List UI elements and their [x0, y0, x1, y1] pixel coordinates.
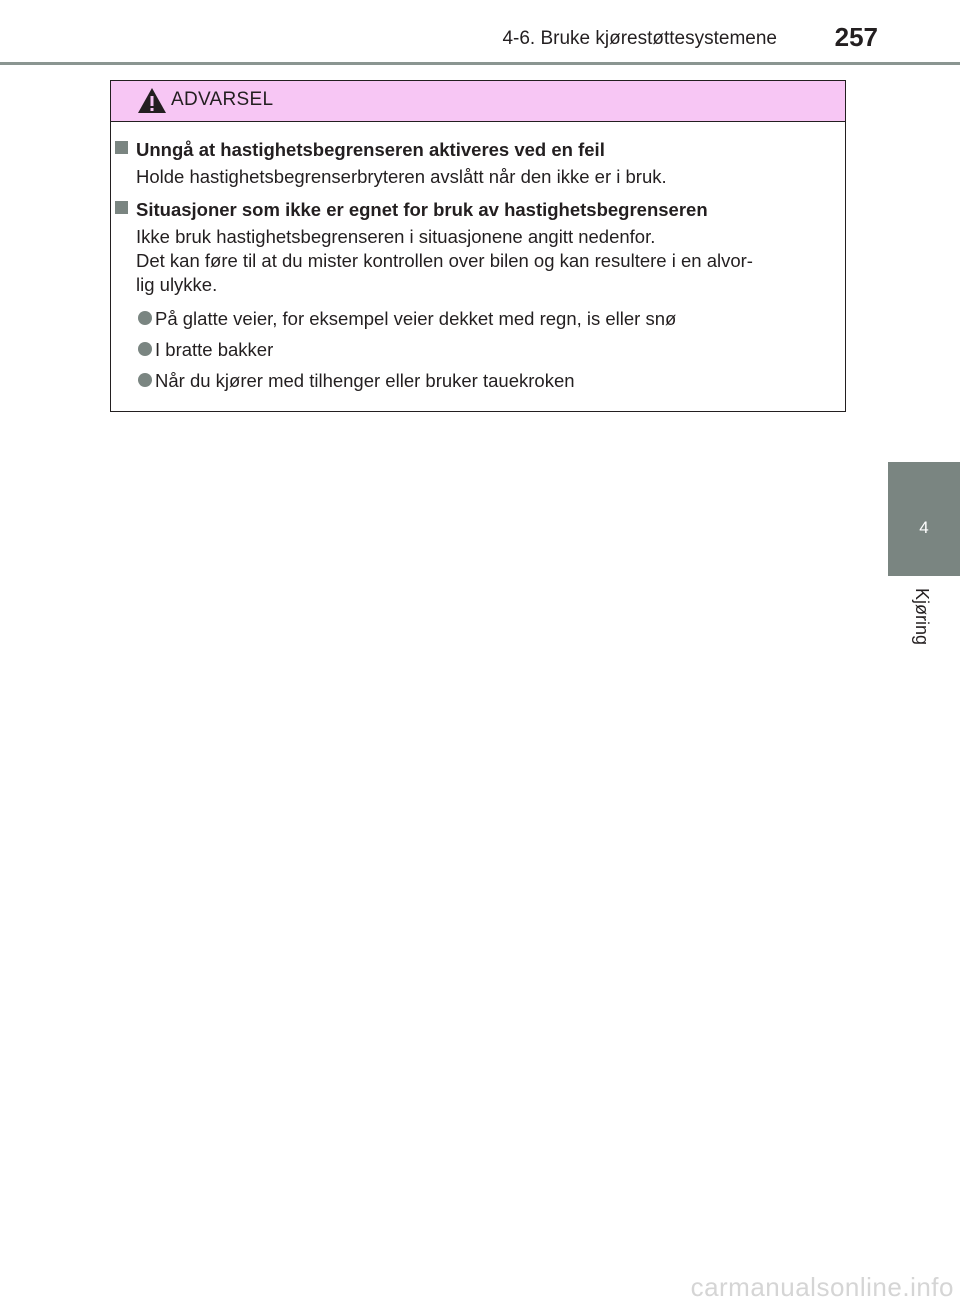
round-bullet-icon: [138, 342, 152, 356]
square-bullet-icon: [115, 201, 128, 214]
list-item-text: På glatte veier, for eksempel veier dekket med regn, is eller snø: [155, 308, 677, 329]
warning-topic: [111, 137, 845, 189]
list-item: [111, 338, 845, 362]
list-item: [111, 369, 845, 393]
warning-body: [111, 137, 845, 400]
warning-box: [110, 80, 846, 412]
chapter-number: 4: [919, 518, 929, 537]
warning-label: ADVARSEL: [171, 89, 274, 110]
list-item-text: Når du kjører med tilhenger eller bruker tauekroken: [155, 370, 575, 391]
section-title: 4-6. Bruke kjørestøttesystemene: [502, 28, 777, 49]
round-bullet-icon: [138, 311, 152, 325]
topic-text: lig ulykke.: [136, 274, 218, 295]
list-item-text: I bratte bakker: [155, 339, 274, 360]
topic-title: Unngå at hastighetsbegrenseren aktiveres ved en feil: [136, 139, 605, 160]
warning-header: [111, 81, 845, 122]
condition-list: [111, 307, 845, 393]
topic-title: Situasjoner som ikke er egnet for bruk av hastighetsbegrenseren: [136, 199, 708, 220]
topic-text: Det kan føre til at du mister kontrollen over bilen og kan resultere i en alvor-: [136, 250, 753, 271]
header-rule: [0, 62, 960, 65]
chapter-tab[interactable]: [888, 462, 960, 576]
page-number: 257: [834, 22, 878, 52]
warning-triangle-icon: [137, 87, 167, 114]
chapter-label: Kjøring: [912, 588, 932, 646]
warning-topic: [111, 197, 845, 297]
watermark: carmanualsonline.info: [690, 1272, 954, 1302]
topic-text: Ikke bruk hastighetsbegrenseren i situasjonene angitt nedenfor.: [136, 226, 656, 247]
square-bullet-icon: [115, 141, 128, 154]
topic-text: Holde hastighetsbegrenserbryteren avslått når den ikke er i bruk.: [136, 166, 667, 187]
round-bullet-icon: [138, 373, 152, 387]
list-item: [111, 307, 845, 331]
